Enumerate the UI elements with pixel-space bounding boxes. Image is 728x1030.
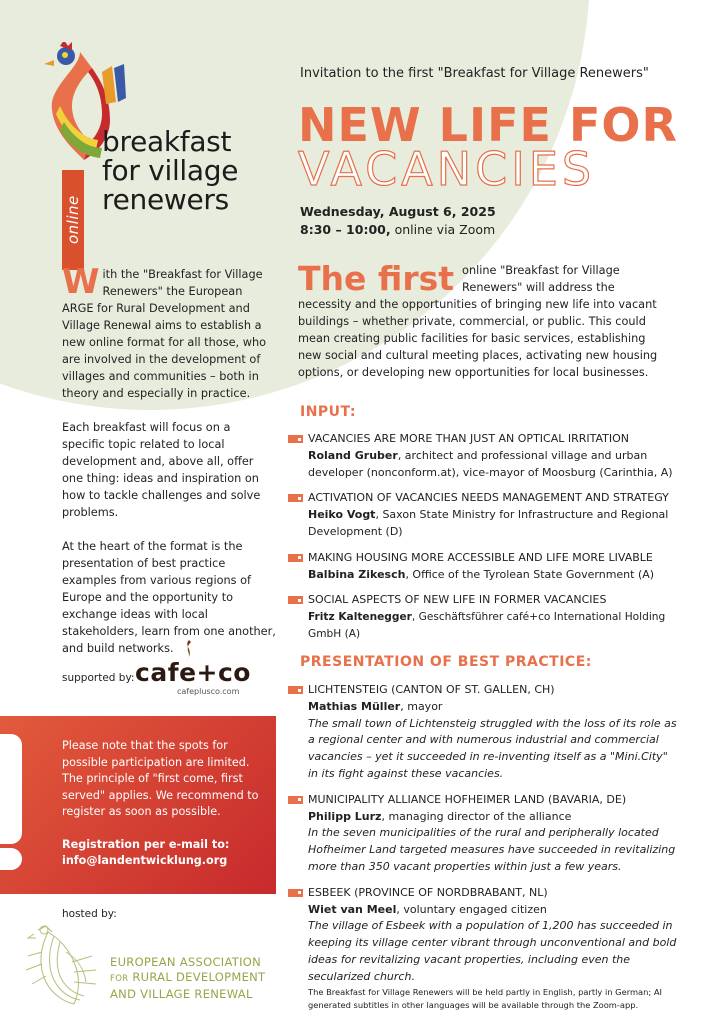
intro-paragraph-1: With the "Breakfast for Village Renewers" the European ARGE for Rural Development and Village Renewal aims to establish a new online format for all those, who are involved in the development of villages and communities – both in theory and especially in practice. [62,262,267,400]
supported-by-label: supported by: [62,672,135,684]
intro-paragraph-2: Each breakfast will focus on a specific topic related to local development and, above all, offer one thing: ideas and inspiration on how to tackle challenges and solve problems. [62,421,261,519]
logo-line-3: renewers [102,183,229,216]
best-practice-list [288,682,678,995]
breakfast-logo [40,42,260,245]
registration-label: Registration per e-mail to: [62,837,230,851]
exclamation-bar-icon [0,734,22,844]
european-association-name: EUROPEAN ASSOCIATION FOR RURAL DEVELOPMENT AND VILLAGE RENEWAL [110,955,266,1001]
logo-wordmark [102,127,238,214]
logo-line-2: for village [102,154,239,187]
notice-paragraph: Please note that the spots for possible participation are limited. The principle of "first come, first served" applies. We recommend to register as soon as possible. [62,739,259,818]
input-item: MAKING HOUSING MORE ACCESSIBLE AND LIFE MORE LIVABLE Balbina Zikesch, Office of the Tyrolean State Government (A) [288,550,678,584]
hosted-by-label: hosted by: [62,908,117,920]
time-text: 8:30 – 10:00, [300,222,391,237]
input-item: VACANCIES ARE MORE THAN JUST AN OPTICAL IRRITATION Roland Gruber, architect and professional village and urban developer (nonconform.at), vice-mayor of Moosburg (Carinthia, A) [288,431,678,481]
cafe-co-url: cafeplusco.com [177,687,240,696]
lead-paragraph: The first online "Breakfast for Village Renewers" will address the necessity and the opportunities of bringing new life into vacant buildings – whether private, commercial, or public. This could mean creating public facilities for basic services, establishing new social and cultural meeting places, activating new housing options, or developing new opportunities for local businesses. [298,259,658,379]
best-practice-item: ESBEEK (PROVINCE OF NORDBRABANT, NL) Wiet van Meel, voluntary engaged citizen The village of Esbeek with a population of 1,200 has succeeded in keeping its village center vibrant through unconventional and bold ideas for revitalizing vacant properties, including even the secularized church. [288,885,678,986]
best-practice-item: MUNICIPALITY ALLIANCE HOFHEIMER LAND (BAVARIA, DE) Philipp Lurz, managing director of the alliance In the seven municipalities of the rural and peripherally located Hofheimer Land targeted measures have succeeded in revitalizing more than 350 vacant properties within just a few years. [288,792,678,876]
logo-online-tag: online [62,170,84,270]
title-line-2: VACANCIES [298,142,596,196]
notice-text [62,738,262,886]
title-line-1: NEW LIFE FOR [298,98,678,152]
date-text: Wednesday, August 6, 2025 [300,204,496,219]
cafe-co-logo [135,640,251,698]
european-association-emblem-icon [18,912,118,1012]
bullet-icon [288,596,303,604]
input-list [288,431,678,652]
intro-text [62,262,276,674]
notice-box [0,716,276,894]
invitation-line: Invitation to the first "Breakfast for Village Renewers" [300,66,649,81]
exclamation-dot-icon [0,848,22,870]
bullet-icon [288,796,303,804]
input-heading: INPUT: [300,404,356,420]
bullet-icon [288,686,303,694]
registration-email[interactable]: info@landentwicklung.org [62,854,228,867]
event-date [300,203,496,239]
intro-paragraph-3: At the heart of the format is the presentation of best practice examples from various regions of Europe and the opportunity to exchange ideas with local stakeholders, learn from one another, and build networks. [62,540,276,655]
input-item: SOCIAL ASPECTS OF NEW LIFE IN FORMER VACANCIES Fritz Kaltenegger, Geschäftsführer café+co International Holding GmbH (A) [288,592,678,642]
best-practice-item: LICHTENSTEIG (CANTON OF ST. GALLEN, CH) Mathias Müller, mayor The small town of Lichtensteig struggled with the loss of its role as a regional center and with numerous industrial and commercial vacancies – yet it succeeded in re-inventing itself as a "Mini.City" in its fight against these vacancies. [288,682,678,783]
best-practice-heading: PRESENTATION OF BEST PRACTICE: [300,654,592,670]
lead-big-text: The first [298,259,455,298]
logo-line-1: breakfast [102,125,232,158]
language-footnote: The Breakfast for Village Renewers will be held partly in English, partly in German; AI generated subtitles in other languages will be available through the Zoom-app. [308,987,662,1010]
bullet-icon [288,554,303,562]
bullet-icon [288,494,303,502]
cafe-co-wordmark: cafe+co [135,658,251,687]
bullet-icon [288,435,303,443]
bullet-icon [288,889,303,897]
dropcap: W [62,262,100,302]
input-item: ACTIVATION OF VACANCIES NEEDS MANAGEMENT AND STRATEGY Heiko Vogt, Saxon State Ministry for Infrastructure and Regional Development (D) [288,490,678,540]
time-rest: online via Zoom [390,222,496,237]
